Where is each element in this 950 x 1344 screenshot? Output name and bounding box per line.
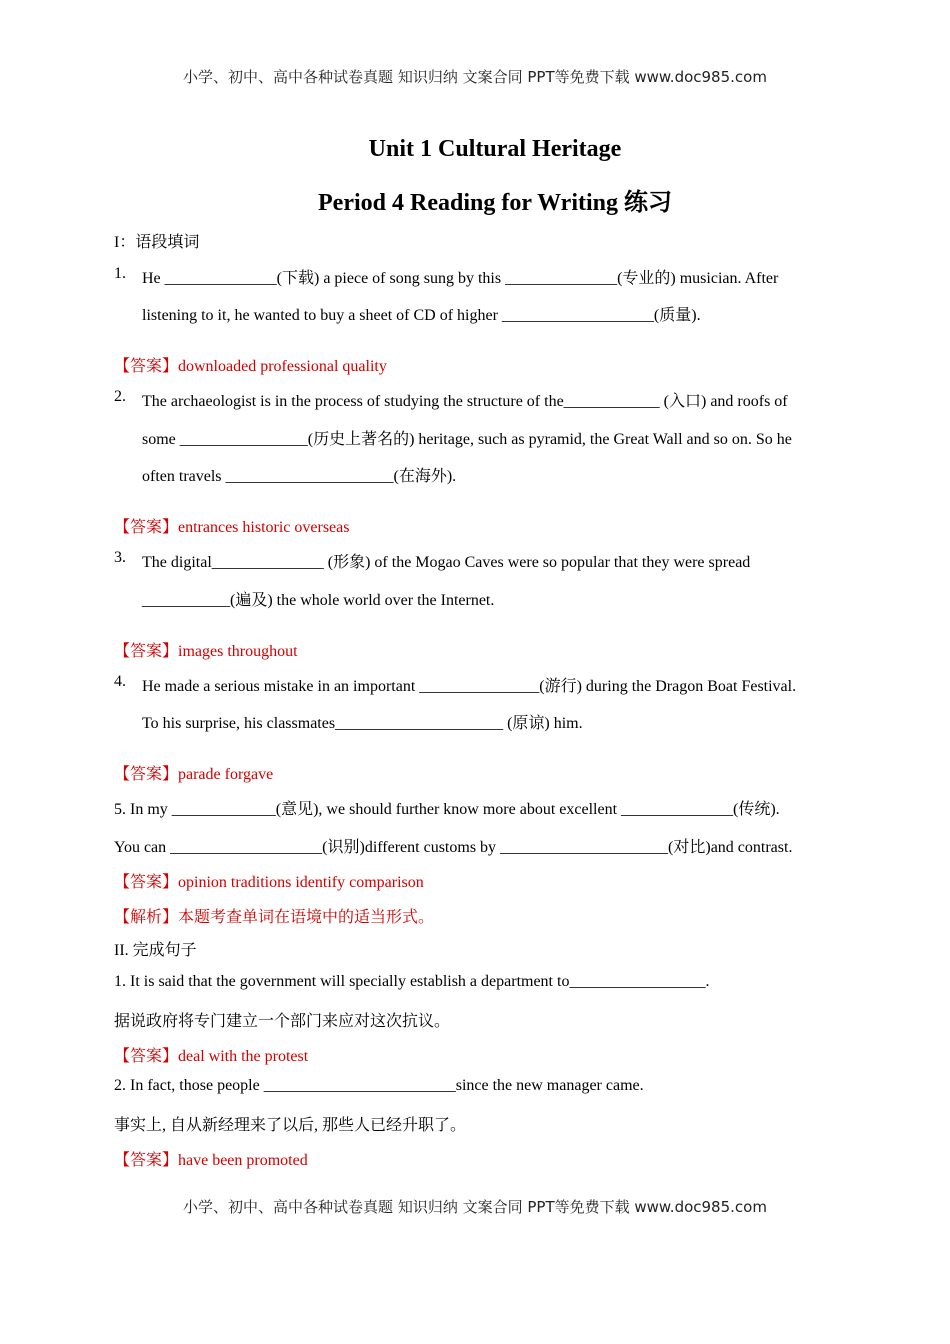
answer-text: 【答案】images throughout [114,643,298,660]
question-number: 3. [114,549,126,566]
sentence-english: 2. In fact, those people ________________________since the new manager came. [114,1077,644,1094]
section-heading-1: I：语段填词 [114,234,200,251]
question-text: The archaeologist is in the process of studying the structure of the____________ (入口) and roofs of [142,393,788,410]
answer-text: 【答案】opinion traditions identify comparison [114,874,424,891]
question-text: some ________________(历史上著名的) heritage, such as pyramid, the Great Wall and so on. So he [142,431,792,448]
analysis-text: 【解析】本题考查单词在语境中的适当形式。 [114,909,435,926]
question-text: He ______________(下载) a piece of song sung by this ______________(专业的) musician. After [142,270,779,287]
question-text: You can ___________________(识别)different customs by _____________________(对比)and contrast. [114,839,793,856]
answer-text: 【答案】have been promoted [114,1152,308,1169]
question-number: 2. [114,388,126,405]
question-text: He made a serious mistake in an important _______________(游行) during the Dragon Boat Festival. [142,678,797,695]
answer-text: 【答案】downloaded professional quality [114,358,387,375]
section-heading-2: II. 完成句子 [114,942,197,959]
question-text: The digital______________ (形象) of the Mogao Caves were so popular that they were spread [142,554,751,571]
page-subtitle: Period 4 Reading for Writing 练习 [318,190,672,216]
question-number: 4. [114,673,126,690]
question-text: often travels _____________________(在海外). [142,468,457,485]
question-text: ___________(遍及) the whole world over the Internet. [142,592,495,609]
page-title: Unit 1 Cultural Heritage [368,136,622,162]
sentence-chinese: 据说政府将专门建立一个部门来应对这次抗议。 [114,1013,451,1030]
question-text: listening to it, he wanted to buy a sheet of CD of higher ___________________(质量). [142,307,701,324]
page-header: 小学、初中、高中各种试卷真题 知识归纳 文案合同 PPT等免费下载 www.doc985.com [183,68,767,86]
answer-text: 【答案】entrances historic overseas [114,519,350,536]
sentence-english: 1. It is said that the government will specially establish a department to_________________. [114,973,710,990]
answer-text: 【答案】parade forgave [114,766,274,783]
sentence-chinese: 事实上, 自从新经理来了以后, 那些人已经升职了。 [114,1117,467,1134]
question-text: To his surprise, his classmates_____________________ (原谅) him. [142,715,583,732]
question-text: 5. In my _____________(意见), we should further know more about excellent ______________(传统). [114,801,780,818]
question-number: 1. [114,265,126,282]
page-footer: 小学、初中、高中各种试卷真题 知识归纳 文案合同 PPT等免费下载 www.doc985.com [183,1198,767,1216]
answer-text: 【答案】deal with the protest [114,1048,309,1065]
